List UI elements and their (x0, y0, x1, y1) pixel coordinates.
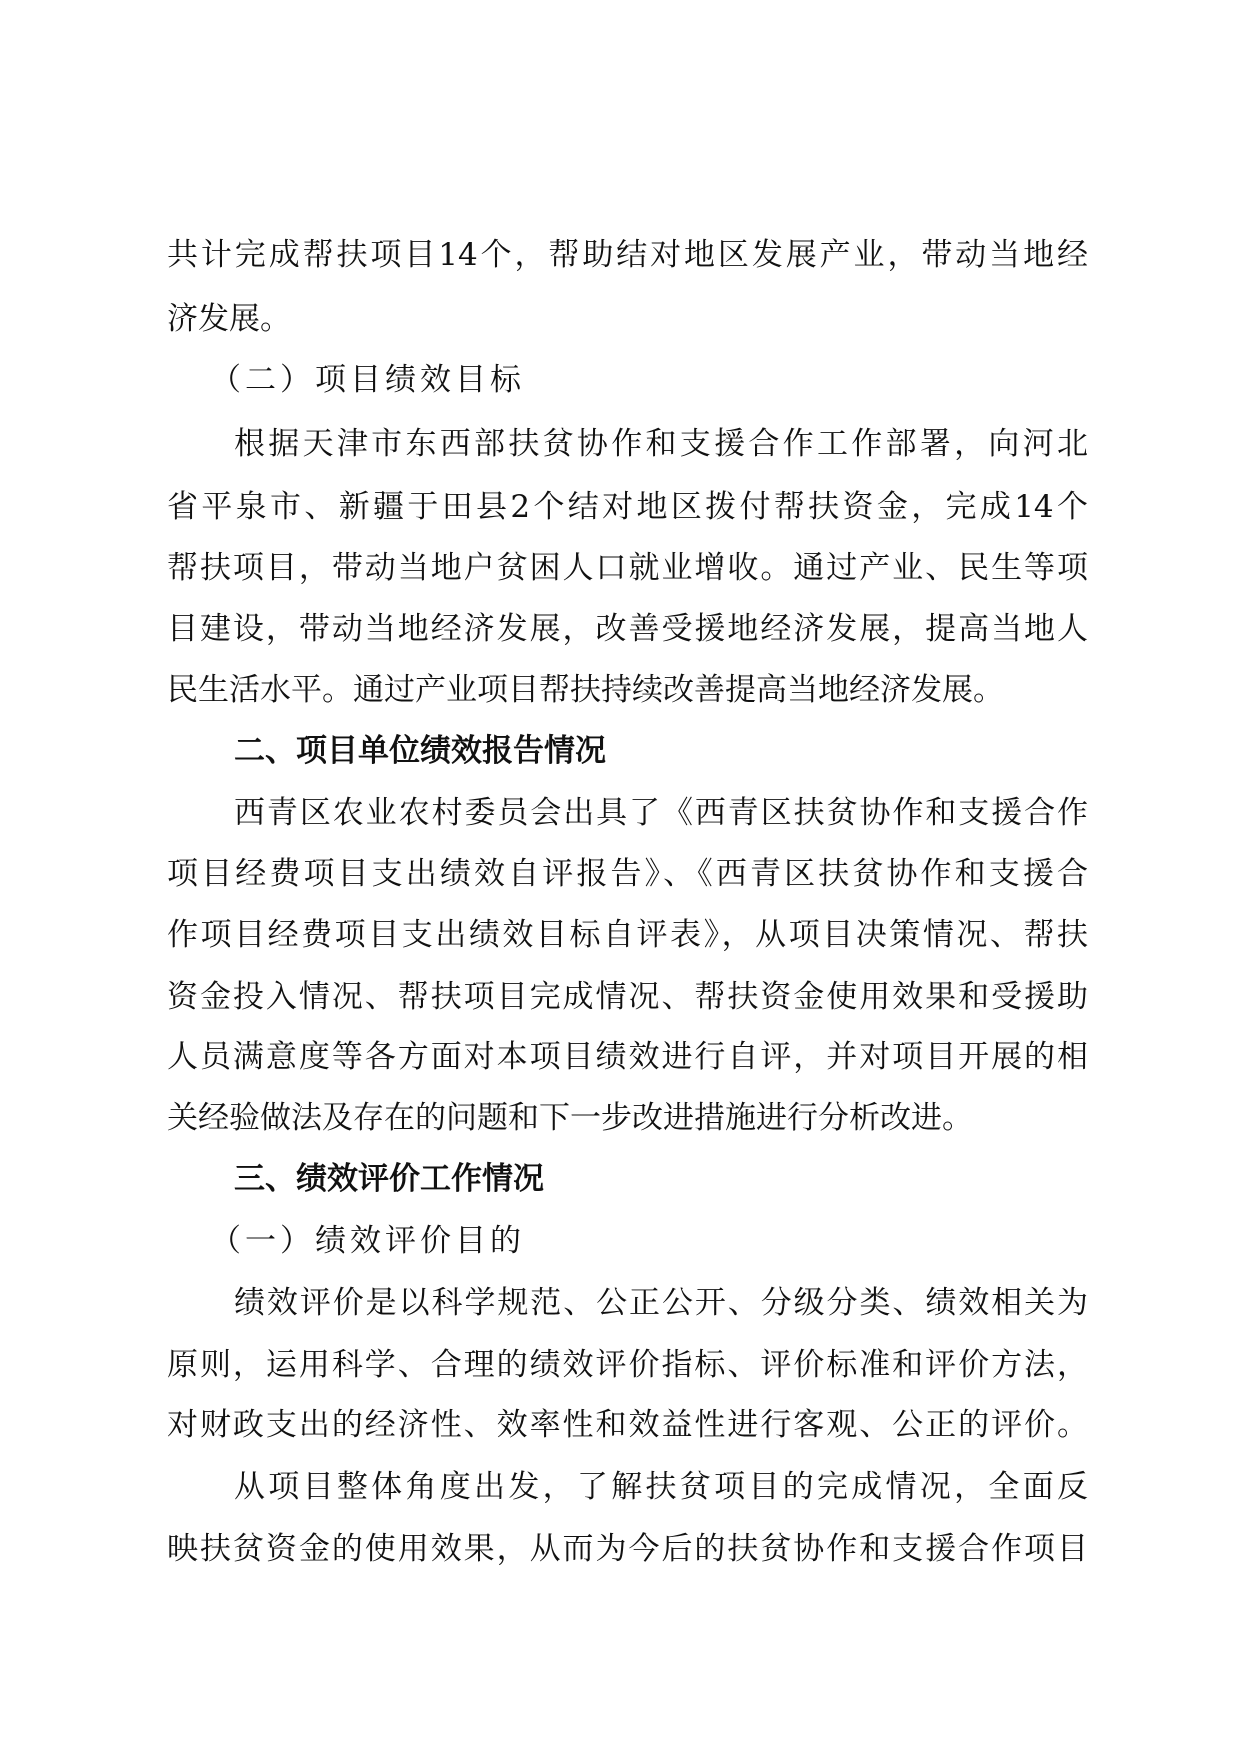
body-text-line: 西青区农业农村委员会出具了《西青区扶贫协作和支援合作 (234, 795, 1088, 831)
body-text-line: 省平泉市、新疆于田县2个结对地区拨付帮扶资金，完成14个 (167, 489, 1088, 525)
body-text-line: 关经验做法及存在的问题和下一步改进措施进行分析改进。 (167, 1100, 973, 1136)
body-text-line: 对财政支出的经济性、效率性和效益性进行客观、公正的评价。 (167, 1407, 1088, 1443)
section-heading: 三、绩效评价工作情况 (234, 1161, 544, 1197)
body-text-line: 作项目经费项目支出绩效目标自评表》，从项目决策情况、帮扶 (167, 917, 1088, 953)
body-text-line: 项目经费项目支出绩效自评报告》、《西青区扶贫协作和支援合 (167, 856, 1088, 892)
body-text-line: 济发展。 (167, 301, 291, 337)
subsection-heading: （二）项目绩效目标 (210, 362, 525, 398)
subsection-heading: （一）绩效评价目的 (210, 1223, 525, 1259)
body-text-line: 绩效评价是以科学规范、公正公开、分级分类、绩效相关为 (234, 1285, 1088, 1321)
body-text-line: 帮扶项目，带动当地户贫困人口就业增收。通过产业、民生等项 (167, 550, 1088, 586)
body-text-line: 人员满意度等各方面对本项目绩效进行自评，并对项目开展的相 (167, 1039, 1088, 1075)
body-text-line: 从项目整体角度出发，了解扶贫项目的完成情况，全面反 (234, 1469, 1088, 1505)
body-text-line: 目建设，带动当地经济发展，改善受援地经济发展，提高当地人 (167, 611, 1088, 647)
body-text-line: 映扶贫资金的使用效果，从而为今后的扶贫协作和支援合作项目 (167, 1531, 1088, 1567)
section-heading: 二、项目单位绩效报告情况 (234, 733, 606, 769)
body-text-line: 原则，运用科学、合理的绩效评价指标、评价标准和评价方法， (167, 1347, 1088, 1383)
body-text-line: 资金投入情况、帮扶项目完成情况、帮扶资金使用效果和受援助 (167, 979, 1088, 1015)
body-text-line: 民生活水平。通过产业项目帮扶持续改善提高当地经济发展。 (167, 672, 1004, 708)
body-text-line: 根据天津市东西部扶贫协作和支援合作工作部署，向河北 (234, 426, 1088, 462)
body-text-line: 共计完成帮扶项目14个，帮助结对地区发展产业，带动当地经 (167, 237, 1088, 273)
